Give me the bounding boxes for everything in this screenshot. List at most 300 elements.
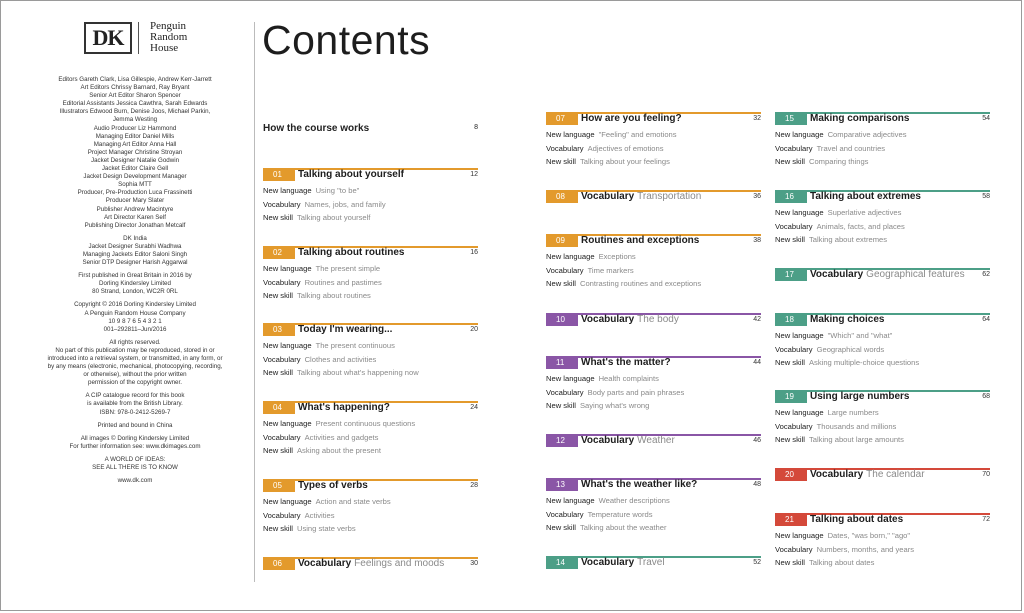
detail-label: New skill: [775, 558, 805, 567]
unit-number-badge: 20: [775, 468, 807, 481]
unit-title-text: What's the matter?: [581, 357, 671, 368]
imprint-line: introduced into a retrieval system, or transmitted, in any form, or: [47, 355, 223, 362]
imprint-line: is available from the British Library.: [87, 400, 183, 408]
course-intro-entry[interactable]: [263, 123, 478, 134]
unit-entry[interactable]: [775, 468, 990, 481]
unit-number-badge: 03: [263, 323, 295, 336]
detail-label: Vocabulary: [263, 199, 301, 209]
unit-header: [775, 390, 990, 403]
unit-detail-row: [546, 372, 761, 386]
unit-header: [546, 556, 761, 569]
unit-number-badge: 12: [546, 434, 578, 447]
detail-value: Exceptions: [598, 252, 636, 261]
detail-value: Routines and pastimes: [304, 277, 382, 287]
detail-label: New skill: [263, 524, 293, 533]
vocabulary-topic: The body: [637, 314, 679, 325]
unit-detail-row: [263, 198, 478, 212]
unit-number-badge: 08: [546, 190, 578, 203]
imprint-line: A Penguin Random House Company: [84, 309, 186, 317]
detail-label: New skill: [263, 446, 293, 455]
vocabulary-topic: Geographical features: [866, 269, 965, 280]
column-divider: [254, 22, 255, 582]
detail-value: Geographical words: [816, 344, 885, 354]
unit-header: [775, 268, 990, 281]
detail-label: New skill: [263, 213, 293, 222]
detail-label: Vocabulary: [546, 387, 584, 397]
unit-entry[interactable]: [263, 246, 478, 303]
unit-title-text: Routines and exceptions: [581, 235, 700, 246]
unit-title-text: Talking about routines: [298, 247, 405, 258]
detail-value: Talking about dates: [808, 558, 875, 567]
imprint-paragraph: [30, 477, 240, 485]
unit-details: [263, 495, 478, 536]
unit-page-number: 54: [982, 115, 990, 122]
imprint-line: Jacket Editor Claire Gell: [101, 165, 169, 173]
detail-value: Asking multiple-choice questions: [808, 358, 920, 367]
unit-title: [581, 190, 701, 203]
detail-value: Large numbers: [827, 408, 879, 417]
unit-page-number: 16: [470, 249, 478, 256]
unit-number-badge: 11: [546, 356, 578, 369]
imprint-line: Art Editors Chrissy Barnard, Ray Bryant: [80, 84, 190, 92]
unit-title-text: Vocabulary: [581, 435, 635, 446]
detail-label: Vocabulary: [263, 277, 301, 287]
unit-number-badge: 18: [775, 313, 807, 326]
unit-title-text: Vocabulary: [810, 469, 864, 480]
unit-detail-row: [263, 184, 478, 198]
unit-entry[interactable]: [263, 479, 478, 536]
imprint-line: For further information see: www.dkimages.com: [69, 442, 201, 450]
unit-entry[interactable]: [775, 190, 990, 247]
unit-details: [546, 372, 761, 413]
unit-number-badge: 09: [546, 234, 578, 247]
unit-page-number: 70: [982, 471, 990, 478]
unit-number-badge: 14: [546, 556, 578, 569]
vocabulary-topic: Weather: [637, 435, 675, 446]
unit-page-number: 62: [982, 271, 990, 278]
unit-entry[interactable]: [775, 513, 990, 570]
unit-detail-row: [546, 521, 761, 535]
unit-detail-row: [546, 386, 761, 400]
detail-label: New skill: [546, 157, 576, 166]
unit-page-number: 42: [753, 316, 761, 323]
detail-value: Time markers: [587, 265, 634, 275]
vocabulary-topic: Feelings and moods: [354, 558, 445, 569]
detail-label: Vocabulary: [775, 344, 813, 354]
detail-label: Vocabulary: [263, 354, 301, 364]
imprint-line: by any means (electronic, mechanical, photocopying, recording,: [47, 363, 223, 371]
detail-value: Names, jobs, and family: [304, 199, 386, 209]
imprint-line: 10 9 8 7 6 5 4 3 2 1: [108, 317, 162, 325]
unit-entry[interactable]: [546, 434, 761, 447]
detail-value: Talking about large amounts: [808, 435, 904, 444]
unit-title: [581, 356, 671, 369]
detail-value: Action and state verbs: [315, 497, 391, 506]
detail-label: New language: [775, 408, 824, 417]
prh-word-2: Random: [150, 31, 188, 43]
unit-title: [810, 390, 909, 403]
detail-label: Vocabulary: [546, 143, 584, 153]
unit-detail-row: [775, 433, 990, 447]
unit-title-text: Vocabulary: [298, 558, 352, 569]
unit-details: [546, 128, 761, 169]
unit-title: [581, 234, 699, 247]
unit-details: [546, 250, 761, 291]
unit-detail-row: [546, 277, 761, 291]
imprint-line: Audio Producer Liz Hammond: [93, 124, 177, 132]
unit-detail-row: [546, 508, 761, 522]
unit-detail-row: [775, 343, 990, 357]
detail-label: New skill: [775, 235, 805, 244]
imprint-paragraph: [30, 272, 240, 296]
unit-page-number: 58: [982, 193, 990, 200]
detail-label: New language: [263, 497, 312, 506]
unit-entry[interactable]: [263, 323, 478, 380]
unit-details: [263, 262, 478, 303]
detail-value: Asking about the present: [296, 446, 381, 455]
imprint-line: or otherwise), without the prior written: [83, 371, 187, 379]
imprint-line: Publisher Andrew Macintyre: [96, 205, 174, 213]
unit-title-text: Making choices: [810, 314, 885, 325]
unit-detail-row: [263, 262, 478, 276]
unit-detail-row: [775, 220, 990, 234]
imprint-line: Senior Art Editor Sharon Spencer: [89, 92, 181, 100]
unit-title: [298, 401, 390, 414]
unit-entry[interactable]: [775, 390, 990, 447]
unit-header: [546, 313, 761, 326]
unit-detail-row: [775, 420, 990, 434]
detail-value: Comparing things: [808, 157, 869, 166]
unit-title-text: Talking about dates: [810, 514, 904, 525]
unit-detail-row: [775, 529, 990, 543]
detail-value: Travel and countries: [816, 143, 886, 153]
detail-label: New language: [546, 252, 595, 261]
unit-page-number: 68: [982, 393, 990, 400]
detail-value: Thousands and millions: [816, 421, 897, 431]
detail-label: New language: [546, 374, 595, 383]
detail-value: Dates, "was born," "ago": [827, 531, 911, 540]
detail-label: New skill: [263, 368, 293, 377]
detail-label: New skill: [263, 291, 293, 300]
imprint-line: Printed and bound in China: [97, 421, 173, 429]
imprint-line: A WORLD OF IDEAS:: [104, 455, 166, 463]
unit-page-number: 30: [470, 560, 478, 567]
detail-value: Talking about your feelings: [579, 157, 670, 166]
unit-header: [775, 468, 990, 481]
unit-title-text: Vocabulary: [581, 314, 635, 325]
imprint-line: Jacket Design Development Manager: [83, 173, 187, 181]
detail-label: Vocabulary: [263, 432, 301, 442]
unit-detail-row: [263, 444, 478, 458]
unit-entry[interactable]: [263, 168, 478, 225]
course-intro-page: 8: [474, 124, 478, 131]
imprint-line: All images © Dorling Kindersley Limited: [80, 434, 190, 442]
detail-label: Vocabulary: [546, 265, 584, 275]
unit-title-text: Vocabulary: [810, 269, 864, 280]
imprint-line: DK India: [123, 234, 147, 242]
detail-value: "Feeling" and emotions: [598, 130, 677, 139]
imprint-line: Editors Gareth Clark, Lisa Gillespie, Andrew Kerr-Jarrett: [58, 76, 212, 83]
unit-entry[interactable]: [775, 112, 990, 169]
imprint-line: Publishing Director Jonathan Metcalf: [84, 221, 186, 229]
unit-header: [775, 513, 990, 526]
unit-header: [546, 190, 761, 203]
imprint-line: ISBN: 978-0-2412-5269-7: [99, 408, 171, 416]
unit-page-number: 48: [753, 481, 761, 488]
imprint-paragraph: [30, 422, 240, 430]
detail-value: The present simple: [315, 264, 381, 273]
imprint-line: Managing Jackets Editor Saloni Singh: [82, 250, 188, 258]
unit-title: [581, 313, 679, 326]
detail-label: New skill: [546, 523, 576, 532]
prh-word-3: House: [150, 42, 179, 54]
unit-details: [775, 406, 990, 447]
imprint-line: Illustrators Edwood Burn, Denise Joos, Michael Parkin,: [59, 108, 211, 116]
detail-label: New language: [546, 496, 595, 505]
detail-label: New language: [546, 130, 595, 139]
unit-header: [546, 434, 761, 447]
unit-detail-row: [263, 276, 478, 290]
detail-value: Talking about the weather: [579, 523, 667, 532]
unit-title-text: What's the weather like?: [581, 479, 698, 490]
unit-detail-row: [775, 206, 990, 220]
detail-value: Clothes and activities: [304, 354, 377, 364]
unit-header: [546, 356, 761, 369]
unit-number-badge: 06: [263, 557, 295, 570]
unit-page-number: 32: [753, 115, 761, 122]
imprint-line: Project Manager Christine Stroyan: [87, 148, 183, 156]
unit-detail-row: [263, 522, 478, 536]
unit-header: [546, 234, 761, 247]
unit-number-badge: 10: [546, 313, 578, 326]
detail-label: New skill: [775, 358, 805, 367]
unit-header: [546, 112, 761, 125]
unit-page-number: 38: [753, 237, 761, 244]
unit-title: [581, 112, 682, 125]
unit-details: [775, 128, 990, 169]
unit-detail-row: [546, 494, 761, 508]
unit-header: [775, 112, 990, 125]
unit-detail-row: [546, 399, 761, 413]
unit-number-badge: 19: [775, 390, 807, 403]
unit-detail-row: [775, 329, 990, 343]
unit-detail-row: [263, 495, 478, 509]
unit-rule: [263, 479, 478, 481]
unit-title: [298, 246, 404, 259]
detail-value: The present continuous: [315, 341, 395, 350]
detail-value: Activities and gadgets: [304, 432, 379, 442]
unit-entry[interactable]: [546, 112, 761, 169]
unit-detail-row: [263, 211, 478, 225]
unit-detail-row: [775, 356, 990, 370]
imprint-line: permission of the copyright owner.: [88, 379, 182, 387]
unit-detail-row: [775, 406, 990, 420]
unit-title: [810, 313, 884, 326]
unit-number-badge: 21: [775, 513, 807, 526]
unit-details: [263, 184, 478, 225]
unit-entry[interactable]: [775, 268, 990, 281]
unit-details: [775, 206, 990, 247]
unit-detail-row: [775, 233, 990, 247]
unit-entry[interactable]: [546, 556, 761, 569]
unit-header: [775, 190, 990, 203]
imprint-line: Editorial Assistants Jessica Cawthra, Sarah Edwards: [62, 100, 208, 108]
unit-title-text: What's happening?: [298, 402, 390, 413]
imprint-line: Managing Editor Daniel Mills: [95, 132, 175, 140]
detail-value: Health complaints: [598, 374, 659, 383]
imprint-line: Jemma Westing: [112, 116, 158, 124]
unit-page-number: 12: [470, 171, 478, 178]
publisher-logos: [84, 22, 204, 56]
detail-label: New language: [263, 186, 312, 195]
unit-details: [546, 494, 761, 535]
unit-number-badge: 07: [546, 112, 578, 125]
detail-value: Talking about extremes: [808, 235, 888, 244]
unit-detail-row: [263, 339, 478, 353]
unit-entry[interactable]: [546, 356, 761, 413]
unit-title-text: How are you feeling?: [581, 113, 682, 124]
imprint-line: Jacket Designer Natalie Godwin: [90, 156, 180, 164]
unit-title-text: Talking about yourself: [298, 169, 404, 180]
detail-value: Contrasting routines and exceptions: [579, 279, 702, 288]
unit-details: [263, 339, 478, 380]
unit-detail-row: [775, 543, 990, 557]
detail-label: New skill: [546, 279, 576, 288]
detail-value: Numbers, months, and years: [816, 544, 915, 554]
unit-header: [775, 313, 990, 326]
detail-value: Adjectives of emotions: [587, 143, 664, 153]
unit-page-number: 44: [753, 359, 761, 366]
unit-entry[interactable]: [546, 190, 761, 203]
detail-value: Comparative adjectives: [827, 130, 907, 139]
unit-detail-row: [263, 509, 478, 523]
imprint-paragraph: [30, 392, 240, 416]
unit-number-badge: 01: [263, 168, 295, 181]
unit-title: [810, 268, 965, 281]
imprint-paragraph: [30, 435, 240, 451]
unit-title: [298, 479, 368, 492]
unit-entry[interactable]: [775, 313, 990, 370]
imprint-line: Producer Mary Slater: [105, 197, 165, 205]
detail-label: New skill: [775, 435, 805, 444]
detail-label: New language: [263, 264, 312, 273]
imprint-paragraph: [30, 456, 240, 472]
detail-label: New language: [263, 341, 312, 350]
detail-value: Talking about yourself: [296, 213, 371, 222]
unit-title: [298, 323, 392, 336]
imprint-line: No part of this publication may be reproduced, stored in or: [55, 346, 215, 354]
detail-label: Vocabulary: [775, 143, 813, 153]
unit-detail-row: [263, 289, 478, 303]
imprint-line: All rights reserved.: [109, 338, 161, 346]
imprint-text: [30, 76, 240, 490]
detail-label: New language: [263, 419, 312, 428]
unit-number-badge: 02: [263, 246, 295, 259]
detail-value: Activities: [304, 510, 335, 520]
detail-label: New language: [775, 208, 824, 217]
unit-header: [263, 246, 478, 259]
unit-title-text: Talking about extremes: [810, 191, 921, 202]
unit-title-text: Using large numbers: [810, 391, 910, 402]
prh-logo-text: [150, 21, 210, 54]
imprint-line: 001–292811–Jun/2016: [103, 325, 167, 333]
unit-detail-row: [775, 128, 990, 142]
imprint-line: A CIP catalogue record for this book: [85, 392, 185, 400]
unit-details: [263, 417, 478, 458]
unit-details: [775, 529, 990, 570]
detail-label: Vocabulary: [546, 509, 584, 519]
page-title: Contents: [262, 17, 431, 63]
prh-divider: [138, 22, 147, 54]
unit-detail-row: [775, 556, 990, 570]
unit-title-text: Today I'm wearing...: [298, 324, 393, 335]
unit-entry[interactable]: [546, 313, 761, 326]
unit-page-number: 64: [982, 316, 990, 323]
detail-value: Animals, facts, and places: [816, 221, 905, 231]
unit-detail-row: [263, 431, 478, 445]
unit-title: [581, 478, 697, 491]
course-intro-label: How the course works: [263, 123, 370, 134]
unit-title: [581, 434, 675, 447]
unit-number-badge: 17: [775, 268, 807, 281]
unit-title: [810, 468, 925, 481]
detail-label: New language: [775, 130, 824, 139]
detail-value: Superlative adjectives: [827, 208, 902, 217]
detail-label: Vocabulary: [775, 421, 813, 431]
imprint-line: SEE ALL THERE IS TO KNOW: [92, 464, 178, 472]
unit-entry[interactable]: [263, 557, 478, 570]
imprint-line: Sophia MTT: [118, 181, 152, 189]
imprint-line: First published in Great Britain in 2016 by: [78, 272, 192, 280]
unit-title: [581, 556, 665, 569]
unit-title-text: Vocabulary: [581, 191, 635, 202]
unit-header: [263, 401, 478, 414]
unit-page-number: 72: [982, 516, 990, 523]
unit-entry[interactable]: [546, 478, 761, 535]
prh-word-1: Penguin: [150, 20, 187, 32]
detail-value: Present continuous questions: [315, 419, 416, 428]
unit-header: [263, 323, 478, 336]
unit-page-number: 28: [470, 482, 478, 489]
unit-number-badge: 04: [263, 401, 295, 414]
unit-header: [263, 479, 478, 492]
imprint-line: Producer, Pre-Production Luca Frassinetti: [77, 189, 193, 197]
unit-header: [546, 478, 761, 491]
unit-detail-row: [546, 264, 761, 278]
unit-detail-row: [775, 155, 990, 169]
unit-page-number: 36: [753, 193, 761, 200]
detail-label: Vocabulary: [775, 221, 813, 231]
vocabulary-topic: Travel: [637, 557, 665, 568]
unit-title: [298, 168, 404, 181]
unit-entry[interactable]: [546, 234, 761, 291]
imprint-line: Dorling Kindersley Limited: [99, 280, 171, 288]
unit-header: [263, 557, 478, 570]
unit-page-number: 46: [753, 437, 761, 444]
unit-title-text: Types of verbs: [298, 480, 368, 491]
unit-entry[interactable]: [263, 401, 478, 458]
detail-value: Using "to be": [315, 186, 360, 195]
detail-label: Vocabulary: [263, 510, 301, 520]
imprint-paragraph: [30, 301, 240, 333]
unit-page-number: 20: [470, 326, 478, 333]
unit-detail-row: [546, 155, 761, 169]
imprint-line: Art Director Karen Self: [104, 213, 166, 221]
detail-label: Vocabulary: [775, 544, 813, 554]
unit-header: [263, 168, 478, 181]
imprint-line: Jacket Designer Surabhi Wadhwa: [88, 242, 182, 250]
unit-number-badge: 13: [546, 478, 578, 491]
